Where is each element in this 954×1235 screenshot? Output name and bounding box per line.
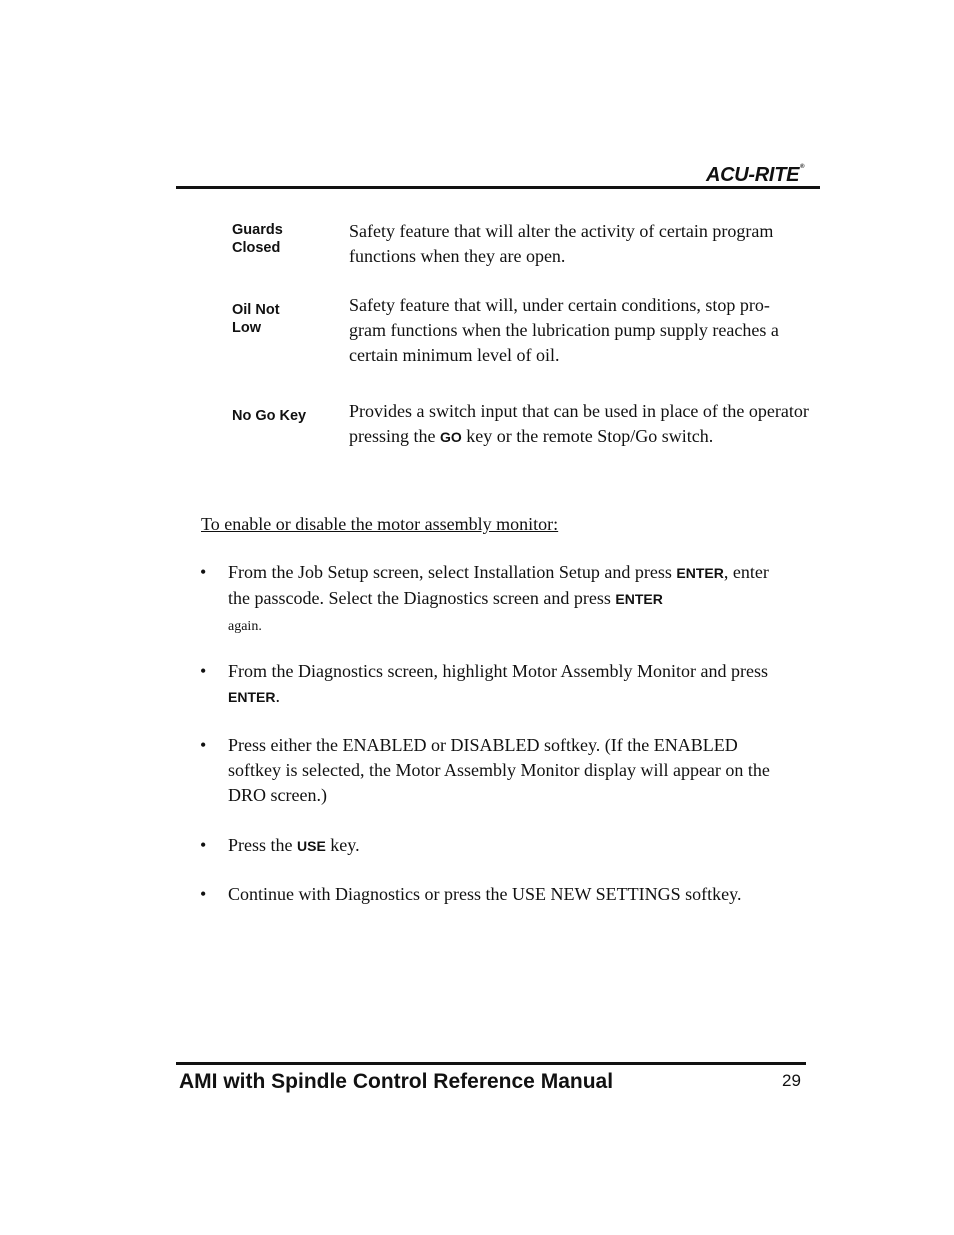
- page-number: 29: [782, 1071, 801, 1090]
- term-guards-closed: [232, 221, 332, 257]
- bullet-marker: •: [200, 562, 207, 582]
- bullet-marker: •: [200, 884, 207, 904]
- term-no-go-key: [232, 407, 332, 425]
- manual-title: AMI with Spindle Control Reference Manual: [179, 1070, 614, 1093]
- acu-rite-logo: [706, 164, 804, 187]
- term-line: Closed: [232, 240, 281, 256]
- header-rule: [176, 186, 820, 189]
- step-text: [228, 659, 768, 710]
- step-text: [228, 833, 788, 859]
- key-enter: ENTER: [676, 565, 724, 581]
- footer-rule: [176, 1062, 806, 1065]
- step-text: [228, 560, 776, 639]
- definition-text: Provides a switch input that can be used in place of the operator pressing the: [349, 401, 809, 446]
- step-text-part: , enter the passcode. Select the Diagnostics screen and press: [228, 562, 769, 608]
- term-line: Low: [232, 320, 261, 336]
- bullet-marker: •: [200, 835, 207, 855]
- definition-line: gram functions when the lubrication pump supply reaches a: [349, 320, 779, 340]
- step-text-part: From the Diagnostics screen, highlight Motor Assembly Monitor and press: [228, 661, 768, 681]
- step-text-part: key.: [325, 835, 360, 855]
- definition-line: certain minimum level of oil.: [349, 345, 560, 365]
- definition-guards-closed: Safety feature that will alter the activity of certain program functions when they are open.: [349, 221, 774, 266]
- definition-no-go-key: [349, 399, 809, 450]
- key-enter: ENTER: [615, 591, 663, 607]
- term-line: No Go Key: [232, 408, 307, 424]
- key-enter: ENTER: [228, 689, 276, 705]
- definition-oil-not-low: [349, 293, 809, 368]
- key-go: GO: [439, 429, 462, 445]
- logo-text: ACU-RITE: [706, 164, 800, 186]
- key-use: USE: [297, 838, 326, 854]
- registered-mark: ®: [800, 164, 805, 170]
- definition-line: Safety feature that will, under certain conditions, stop pro-: [349, 295, 770, 315]
- step-text: Press either the ENABLED or DISABLED softkey. (If the ENABLED softkey is selected, the Motor Assembly Monitor display will appear on the DRO screen.): [228, 735, 770, 805]
- step-text: Continue with Diagnostics or press the USE NEW SETTINGS softkey.: [228, 884, 742, 904]
- step-text-part: From the Job Setup screen, select Installation Setup and press: [228, 562, 677, 582]
- term-line: Guards: [232, 222, 283, 238]
- term-line: Oil Not: [232, 302, 280, 318]
- procedure-heading: To enable or disable the motor assembly monitor:: [201, 514, 559, 534]
- bullet-marker: •: [200, 735, 207, 755]
- bullet-marker: •: [200, 661, 207, 681]
- definition-text: key or the remote Stop/Go switch.: [461, 426, 714, 446]
- step-text-part: .: [275, 686, 280, 706]
- term-oil-not-low: [232, 301, 332, 337]
- step-text-part: again.: [228, 619, 262, 634]
- step-text-part: Press the: [228, 835, 297, 855]
